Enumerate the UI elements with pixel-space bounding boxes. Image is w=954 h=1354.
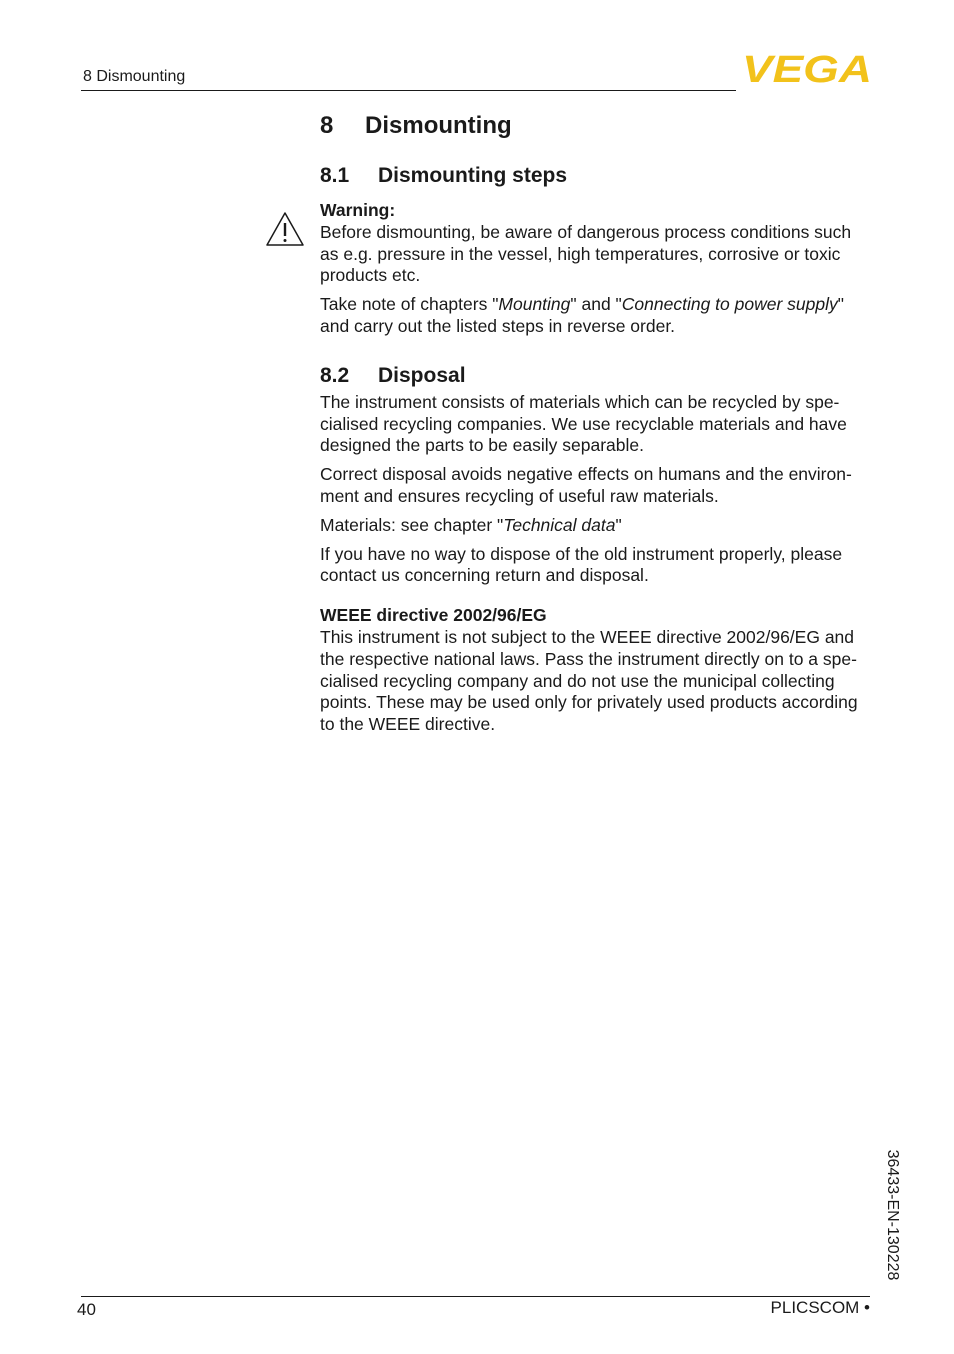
product-name: PLICSCOM •	[770, 1298, 870, 1317]
section-heading-dismounting-steps	[320, 162, 872, 190]
chapter-ref-technical-data: Technical data	[503, 514, 616, 535]
main-content	[320, 110, 872, 743]
page-number: 40	[77, 1300, 96, 1319]
note-text: " and "	[570, 294, 622, 315]
section-number: 8.2	[320, 363, 350, 387]
note-text: Take note of chapters "	[320, 294, 499, 315]
materials-text: "	[615, 514, 622, 535]
weee-text: This instrument is not subject to the WEEE directive 2002/96/EG and the respective national laws. Pass the instrument directly on to a spe-cialised recycling company and do not use the municipal collecting points. These may be used only for privately used products according to the WEEE directive.	[320, 626, 858, 735]
chapter-ref-power-supply: Connecting to power supply	[621, 294, 838, 315]
disposal-paragraph-4: If you have no way to dispose of the old instrument properly, please contact us concerning return and disposal.	[320, 543, 843, 586]
running-header: 8 Dismounting	[83, 68, 186, 85]
document-id-vertical	[876, 1140, 908, 1290]
section-title: Dismounting steps	[378, 164, 568, 187]
footer-rule	[81, 1296, 870, 1297]
logo-text: VEGA	[742, 52, 872, 84]
chapter-heading	[320, 110, 872, 142]
reverse-order-note	[320, 294, 872, 338]
materials-reference	[320, 515, 872, 537]
document-id: 36433-EN-130228	[884, 1149, 901, 1281]
header-rule	[81, 90, 736, 91]
section-heading-disposal	[320, 362, 872, 390]
note-text: " and carry out the listed steps in reverse order.	[320, 294, 844, 336]
materials-text: Materials: see chapter "	[320, 514, 504, 535]
vega-logo	[742, 52, 872, 84]
section-number: 8.1	[320, 164, 350, 187]
section-title: Disposal	[378, 363, 466, 387]
disposal-paragraph-1: The instrument consists of materials which can be recycled by spe-cialised recycling companies. We use recyclable materials and have designed the parts to be easily separable.	[320, 391, 847, 456]
weee-heading: WEEE directive 2002/96/EG	[320, 605, 547, 626]
chapter-number: 8	[320, 112, 334, 139]
warning-label: Warning:	[320, 200, 396, 220]
warning-text: Before dismounting, be aware of dangerous process conditions such as e.g. pressure in the vessel, high temperatures, corrosive or toxic products etc.	[320, 221, 852, 286]
chapter-ref-mounting: Mounting	[498, 294, 571, 315]
disposal-paragraph-2: Correct disposal avoids negative effects on humans and the environ-ment and ensures recycling of useful raw materials.	[320, 464, 852, 506]
warning-icon	[265, 211, 305, 247]
chapter-title: Dismounting	[365, 112, 512, 139]
